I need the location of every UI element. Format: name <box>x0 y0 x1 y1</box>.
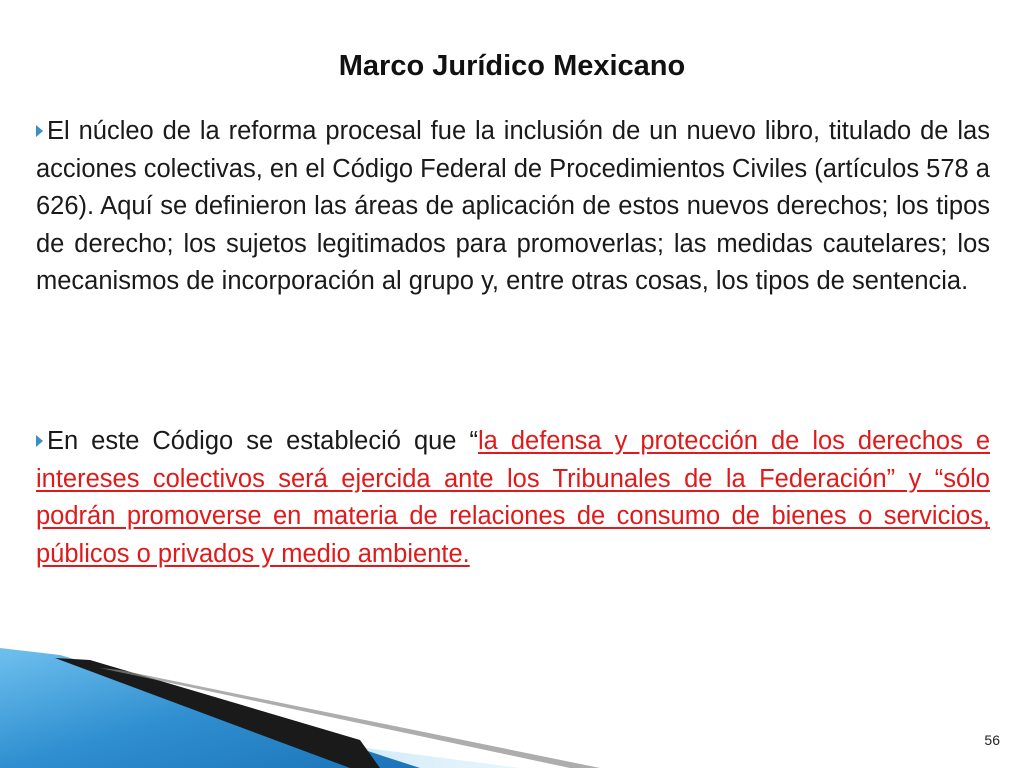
page-number: 56 <box>984 732 1000 748</box>
slide-title: Marco Jurídico Mexicano <box>338 50 686 82</box>
triangle-bullet-icon <box>36 125 43 137</box>
swoosh-dark-stripe <box>55 658 380 768</box>
triangle-bullet-icon <box>36 435 43 447</box>
paragraph-1 <box>36 113 990 301</box>
paragraph-2-quote: la defensa y protección de los derechos e intereses colectivos será ejercida ante los Tribunales de la Federación” y “sólo podrán promoverse en materia de relaciones de consumo de bienes o servicios, públicos o privados y medio ambiente. <box>36 427 990 568</box>
paragraph-1-text: El núcleo de la reforma procesal fue la inclusión de un nuevo libro, titulado de las acciones colectivas, en el Código Federal de Procedimientos Civiles (artículos 578 a 626). Aquí se definieron las áreas de aplicación de estos nuevos derechos; los tipos de derecho; los sujetos legitimados para promoverlas; las medidas cautelares; los mecanismos de incorporación al grupo y, entre otras cosas, los tipos de sentencia. <box>36 117 990 295</box>
paragraph-2-intro: En este Código se estableció que “ <box>47 427 478 455</box>
swoosh-blue-band <box>0 648 420 768</box>
swoosh-gray-stripe <box>100 668 600 768</box>
swoosh-light-band <box>0 700 520 768</box>
paragraph-2 <box>36 423 990 573</box>
